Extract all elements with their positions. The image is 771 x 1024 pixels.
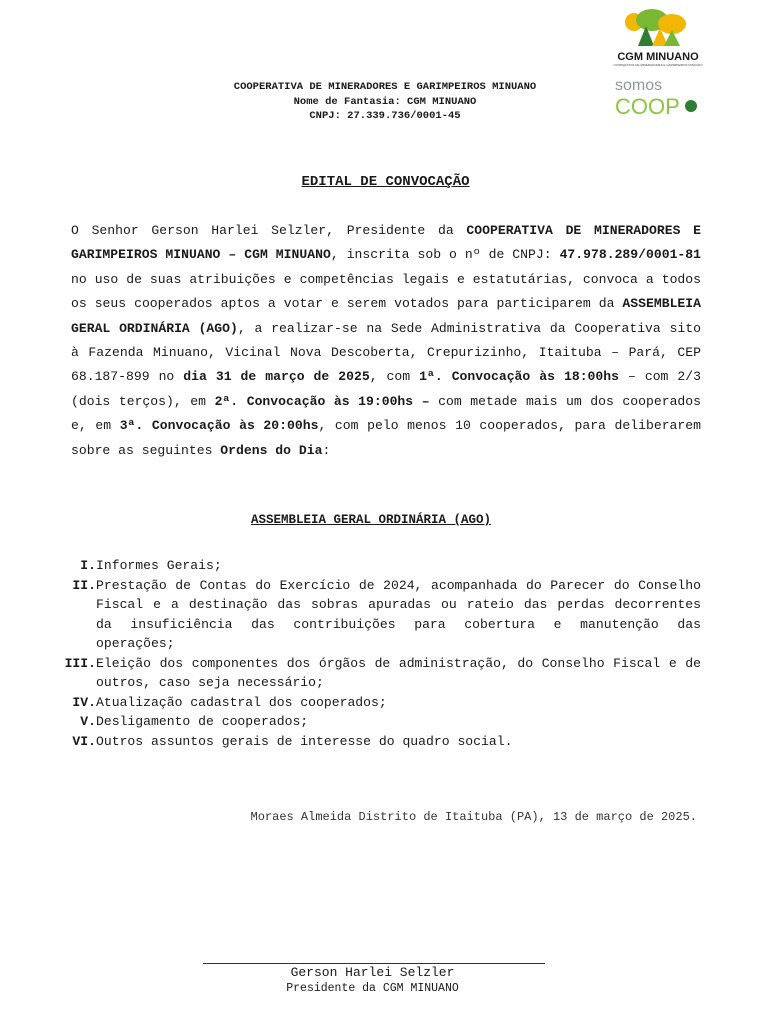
signature-name: Gerson Harlei Selzler — [290, 965, 455, 980]
para-bold-1: COOPERATIVA DE MINERADORES E GARIMPEIROS MINUANO – CGM MINUANO — [71, 223, 701, 263]
header-cooperative-name: COOPERATIVA DE MINERADORES E GARIMPEIROS MINUANO — [233, 81, 537, 93]
order-text: Eleição dos componentes dos órgãos de administração, do Conselho Fiscal e de outros, caso seja necessário; — [96, 655, 701, 690]
para-text-7: com metade mais um dos cooperados e, em — [71, 393, 702, 434]
order-text: Prestação de Contas do Exercício de 2024, acompanhada do Parecer do Conselho Fiscal e a destinação das sobras apuradas ou rateio das perdas decorrentes da insuficiência das contribuições para cobertura e manutenção das operações; — [96, 577, 701, 651]
para-bold-5: 1ª. Convocação às 18:00hs — [419, 369, 619, 385]
para-text-9: : — [322, 442, 331, 458]
header-trade-name: Nome de Fantasia: CGM MINUANO — [293, 95, 477, 108]
order-text: Desligamento de cooperados; — [96, 714, 309, 729]
para-bold-2: 47.978.289/0001-81 — [559, 247, 701, 263]
order-text: Informes Gerais; — [96, 558, 222, 573]
order-number: III. — [64, 655, 96, 671]
convocation-paragraph — [71, 219, 701, 463]
coop-arrow-icon — [685, 100, 697, 112]
logo-mark-icon — [625, 9, 686, 46]
logo-tagline: COOPERATIVA DE MINERADORES E GARIMPEIROS MINUANO — [613, 63, 703, 67]
header-cnpj: CNPJ: 27.339.736/0001-45 — [309, 110, 461, 122]
document-header — [150, 80, 620, 124]
list-item — [48, 693, 701, 713]
para-text-3: no uso de suas atribuições e competências legais e estatutárias, convoca a todos os seus cooperados aptos a votar e serem votados para participarem da — [71, 271, 701, 312]
coop-text: COOP — [615, 94, 680, 119]
list-item — [48, 556, 701, 576]
section-subtitle: ASSEMBLEIA GERAL ORDINÁRIA (AGO) — [250, 513, 492, 527]
cgm-minuano-logo — [594, 6, 722, 68]
list-item — [48, 712, 701, 732]
order-number: VI. — [72, 733, 96, 749]
para-text-5: , com — [369, 369, 420, 385]
para-bold-8: Ordens do Dia — [220, 442, 323, 458]
somos-text: somos — [615, 77, 663, 94]
signature-line — [203, 963, 545, 964]
list-item — [48, 654, 701, 693]
para-text-1: O Senhor Gerson Harlei Selzler, Presidente da — [71, 223, 467, 238]
somos-coop-logo — [611, 74, 703, 122]
para-text-6: – com 2/3 (dois terços), em — [71, 369, 701, 409]
order-text: Outros assuntos gerais de interesse do quadro social. — [96, 733, 513, 749]
para-bold-6: 2ª. Convocação às 19:00hs – — [214, 393, 430, 409]
order-text: Atualização cadastral dos cooperados; — [96, 694, 387, 710]
order-number: I. — [80, 558, 96, 573]
order-number: IV. — [72, 694, 96, 710]
signature-role: Presidente da CGM MINUANO — [286, 982, 459, 995]
list-item — [48, 576, 701, 654]
para-text-4: , a realizar-se na Sede Administrativa da Cooperativa sito à Fazenda Minuano, Vicinal Nova Descoberta, Crepurizinho, Itaituba – Pará, CEP 68.187-899 no — [71, 320, 701, 385]
para-bold-3: ASSEMBLEIA GERAL ORDINÁRIA (AGO) — [71, 296, 701, 336]
list-item — [48, 732, 701, 752]
para-bold-4: dia 31 de março de 2025 — [183, 369, 370, 385]
para-bold-7: 3ª. Convocação às 20:00hs — [119, 418, 319, 434]
page-title: EDITAL DE CONVOCAÇÃO — [301, 174, 470, 190]
place-date: Moraes Almeida Distrito de Itaituba (PA), 13 de março de 2025. — [250, 810, 697, 824]
order-number: II. — [72, 577, 96, 593]
para-text-2: , inscrita sob o nº de CNPJ: — [330, 247, 560, 263]
orders-list — [48, 556, 701, 751]
para-text-8: , com pelo menos 10 cooperados, para deliberarem sobre as seguintes — [71, 418, 701, 458]
order-number: V. — [80, 714, 96, 729]
logo-name: CGM MINUANO — [617, 51, 699, 63]
